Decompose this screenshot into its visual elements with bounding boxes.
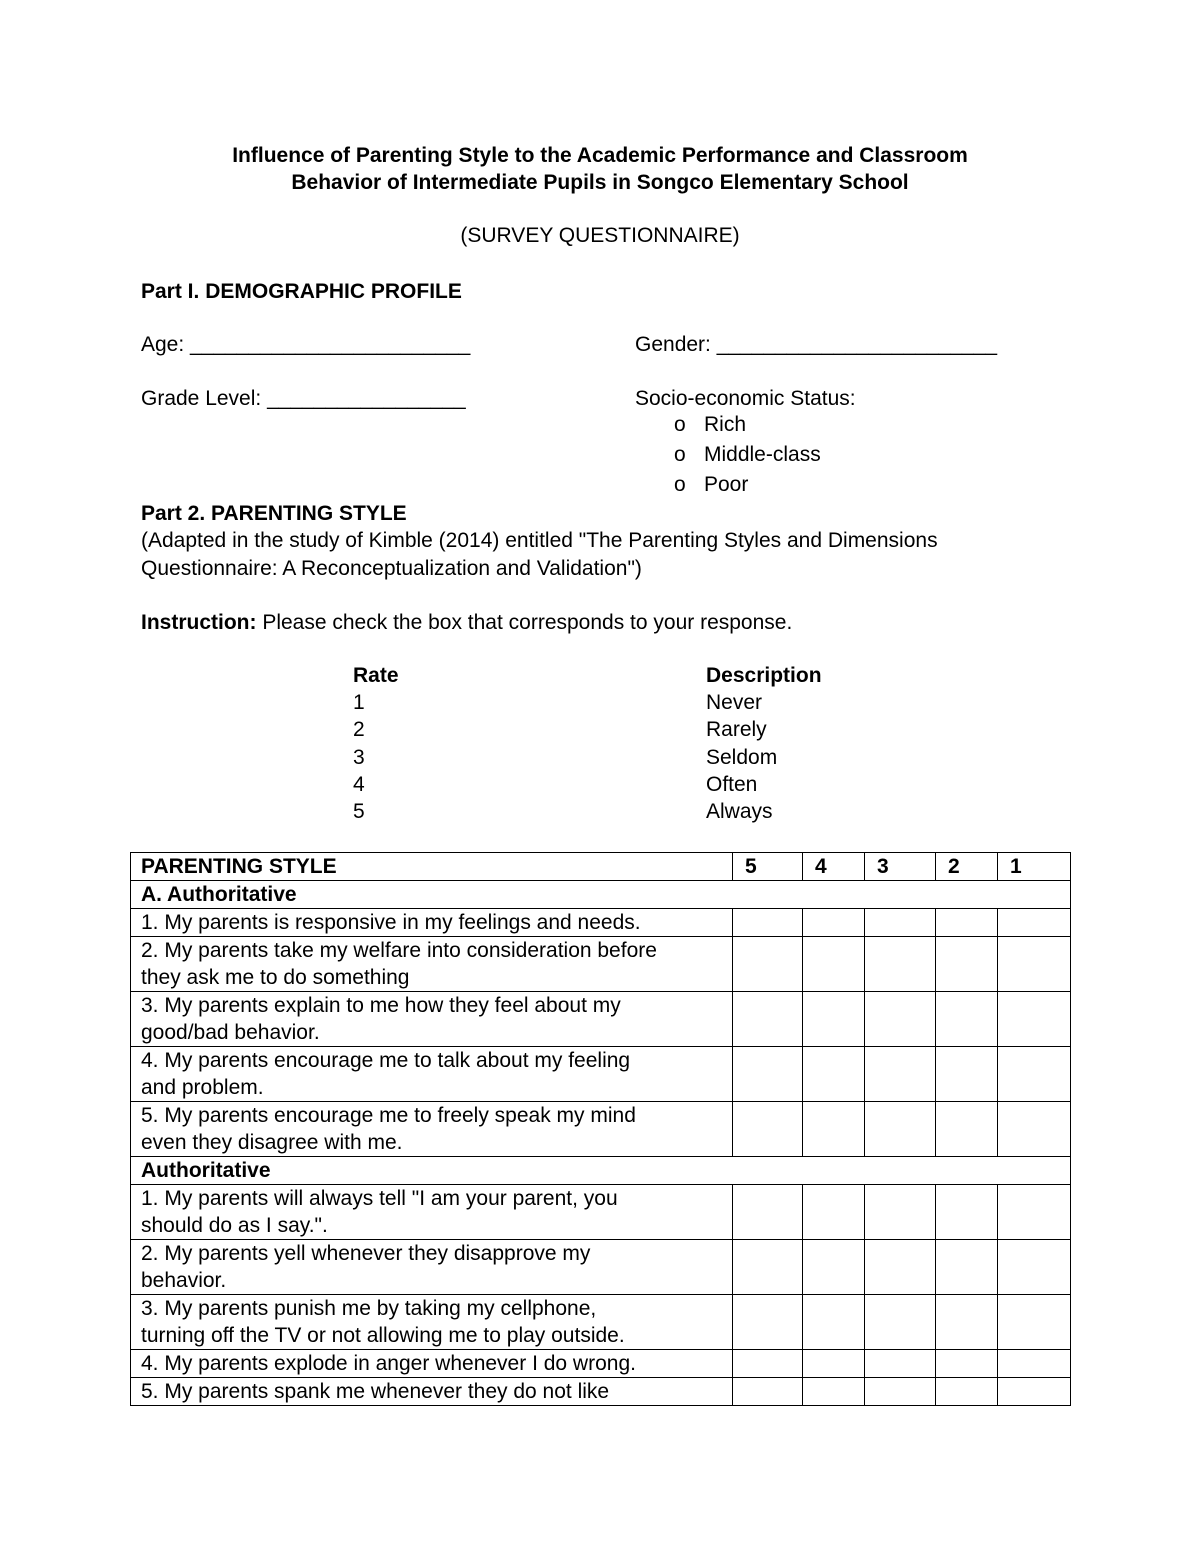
- rating-checkbox-cell[interactable]: [803, 1240, 865, 1295]
- rating-checkbox-cell[interactable]: [998, 1102, 1071, 1157]
- table-row: [131, 1102, 1071, 1157]
- header-cell: 4: [803, 853, 865, 881]
- statement-line: good/bad behavior.: [141, 1021, 320, 1044]
- rating-checkbox-cell[interactable]: [865, 1378, 936, 1406]
- rating-checkbox-cell[interactable]: [733, 1378, 803, 1406]
- statement-line: they ask me to do something: [141, 966, 410, 989]
- rating-checkbox-cell[interactable]: [733, 937, 803, 992]
- title-line-2: Behavior of Intermediate Pupils in Songco Elementary School: [291, 171, 909, 194]
- rating-checkbox-cell[interactable]: [803, 992, 865, 1047]
- table-row: [131, 1295, 1071, 1350]
- rating-checkbox-cell[interactable]: [998, 992, 1071, 1047]
- rate-header: Rate: [353, 664, 399, 687]
- description-value: Rarely: [706, 718, 767, 742]
- rating-checkbox-cell[interactable]: [998, 909, 1071, 937]
- part2-heading: Part 2. PARENTING STYLE: [141, 502, 407, 525]
- parenting-style-table: [130, 852, 1071, 1406]
- rating-checkbox-cell[interactable]: [936, 992, 998, 1047]
- header-cell: 5: [733, 853, 803, 881]
- rate-column: [353, 662, 399, 825]
- subtitle: (SURVEY QUESTIONNAIRE): [460, 224, 740, 247]
- rating-checkbox-cell[interactable]: [733, 909, 803, 937]
- statement-line: 2. My parents take my welfare into consideration before: [141, 939, 657, 962]
- instruction-label: Instruction:: [141, 611, 257, 634]
- rating-checkbox-cell[interactable]: [998, 1240, 1071, 1295]
- statement-line: 2. My parents yell whenever they disapprove my: [141, 1242, 591, 1265]
- header-cell: 3: [865, 853, 936, 881]
- statement-line: 5. My parents encourage me to freely speak my mind: [141, 1104, 636, 1127]
- table-row: [131, 937, 1071, 992]
- section-heading: A. Authoritative: [131, 881, 1071, 909]
- circle-bullet-icon: o: [674, 473, 686, 496]
- statement-line: 3. My parents explain to me how they feel about my: [141, 994, 621, 1017]
- statement-line: 3. My parents punish me by taking my cellphone,: [141, 1297, 597, 1320]
- rating-checkbox-cell[interactable]: [803, 1295, 865, 1350]
- statement-cell: [131, 992, 733, 1047]
- rating-checkbox-cell[interactable]: [803, 1350, 865, 1378]
- description-header: Description: [706, 664, 822, 687]
- rate-value: 1: [353, 691, 365, 715]
- rating-checkbox-cell[interactable]: [803, 1185, 865, 1240]
- description-value: Seldom: [706, 745, 778, 769]
- rating-checkbox-cell[interactable]: [803, 937, 865, 992]
- header-cell: PARENTING STYLE: [131, 853, 733, 881]
- statement-cell: [131, 1295, 733, 1350]
- table-row: [131, 1185, 1071, 1240]
- section-heading: Authoritative: [131, 1157, 1071, 1185]
- statement-line: and problem.: [141, 1076, 264, 1099]
- header-cell: 1: [998, 853, 1071, 881]
- table-row: [131, 992, 1071, 1047]
- document-title: [0, 142, 1200, 196]
- rating-checkbox-cell[interactable]: [998, 1350, 1071, 1378]
- statement-line: even they disagree with me.: [141, 1131, 403, 1154]
- rating-checkbox-cell[interactable]: [865, 1350, 936, 1378]
- instruction: [141, 609, 792, 637]
- ses-label: Socio-economic Status:: [635, 387, 856, 410]
- statement-line: turning off the TV or not allowing me to play outside.: [141, 1324, 625, 1347]
- grade-level-field[interactable]: Grade Level: _________________: [141, 387, 466, 410]
- rating-checkbox-cell[interactable]: [936, 1047, 998, 1102]
- statement-line: 4. My parents encourage me to talk about my feeling: [141, 1049, 631, 1072]
- statement-cell: [131, 1240, 733, 1295]
- rating-checkbox-cell[interactable]: [998, 1185, 1071, 1240]
- table-header-row: [131, 853, 1071, 881]
- circle-bullet-icon: o: [674, 443, 686, 466]
- rating-checkbox-cell[interactable]: [936, 1102, 998, 1157]
- ses-option-rich[interactable]: o Rich: [674, 410, 821, 440]
- section-row: [131, 1157, 1071, 1185]
- rating-checkbox-cell[interactable]: [733, 1350, 803, 1378]
- rating-checkbox-cell[interactable]: [733, 1047, 803, 1102]
- description-value: Always: [706, 799, 773, 823]
- rating-checkbox-cell[interactable]: [733, 1240, 803, 1295]
- statement-line: behavior.: [141, 1269, 227, 1292]
- statement-cell: [131, 1047, 733, 1102]
- table-row: [131, 1350, 1071, 1378]
- adapted-line-2: Questionnaire: A Reconceptualization and Validation"): [141, 557, 642, 580]
- rating-checkbox-cell[interactable]: [998, 1378, 1071, 1406]
- rating-checkbox-cell[interactable]: [733, 1102, 803, 1157]
- rating-checkbox-cell[interactable]: [865, 909, 936, 937]
- rating-checkbox-cell[interactable]: [998, 937, 1071, 992]
- header-cell: 2: [936, 853, 998, 881]
- table-row: [131, 1378, 1071, 1406]
- ses-option-poor[interactable]: o Poor: [674, 470, 821, 500]
- rating-checkbox-cell[interactable]: [936, 1378, 998, 1406]
- part1-heading: Part I. DEMOGRAPHIC PROFILE: [141, 280, 462, 303]
- rating-checkbox-cell[interactable]: [998, 1047, 1071, 1102]
- rating-checkbox-cell[interactable]: [733, 992, 803, 1047]
- rating-checkbox-cell[interactable]: [803, 1378, 865, 1406]
- ses-option-middle-class[interactable]: o Middle-class: [674, 440, 821, 470]
- table-row: [131, 1240, 1071, 1295]
- statement-line: 1. My parents is responsive in my feelings and needs.: [141, 911, 641, 934]
- rating-checkbox-cell[interactable]: [803, 1102, 865, 1157]
- rating-checkbox-cell[interactable]: [936, 909, 998, 937]
- circle-bullet-icon: o: [674, 413, 686, 436]
- rate-value: 5: [353, 799, 365, 823]
- rating-checkbox-cell[interactable]: [803, 1047, 865, 1102]
- statement-cell: [131, 1185, 733, 1240]
- rating-checkbox-cell[interactable]: [865, 1240, 936, 1295]
- statement-line: 4. My parents explode in anger whenever I do wrong.: [141, 1352, 636, 1375]
- rating-checkbox-cell[interactable]: [865, 1295, 936, 1350]
- rating-checkbox-cell[interactable]: [733, 1295, 803, 1350]
- rating-checkbox-cell[interactable]: [936, 1240, 998, 1295]
- rating-checkbox-cell[interactable]: [865, 1047, 936, 1102]
- statement-cell: [131, 1350, 733, 1378]
- description-value: Never: [706, 691, 763, 715]
- statement-line: 5. My parents spank me whenever they do not like: [141, 1380, 610, 1403]
- instruction-text: Please check the box that corresponds to your response.: [256, 611, 793, 634]
- adapted-line-1: (Adapted in the study of Kimble (2014) entitled "The Parenting Styles and Dimensions: [141, 529, 938, 552]
- gender-field[interactable]: Gender: ________________________: [635, 333, 998, 356]
- description-column: [706, 662, 822, 825]
- statement-cell: [131, 1378, 733, 1406]
- statement-cell: [131, 937, 733, 992]
- rating-checkbox-cell[interactable]: [865, 992, 936, 1047]
- statement-cell: [131, 1102, 733, 1157]
- rating-checkbox-cell[interactable]: [733, 1185, 803, 1240]
- age-field[interactable]: Age: ________________________: [141, 333, 471, 356]
- table-row: [131, 909, 1071, 937]
- rating-checkbox-cell[interactable]: [936, 937, 998, 992]
- rate-value: 3: [353, 745, 365, 769]
- title-line-1: Influence of Parenting Style to the Academic Performance and Classroom: [232, 144, 968, 167]
- rate-value: 4: [353, 772, 365, 796]
- rating-checkbox-cell[interactable]: [936, 1295, 998, 1350]
- ses-options: [674, 410, 821, 500]
- rating-checkbox-cell[interactable]: [865, 1185, 936, 1240]
- statement-cell: [131, 909, 733, 937]
- statement-line: should do as I say.".: [141, 1214, 328, 1237]
- statement-line: 1. My parents will always tell "I am your parent, you: [141, 1187, 618, 1210]
- rating-checkbox-cell[interactable]: [998, 1295, 1071, 1350]
- rating-checkbox-cell[interactable]: [865, 1102, 936, 1157]
- table-row: [131, 1047, 1071, 1102]
- rating-checkbox-cell[interactable]: [865, 937, 936, 992]
- section-row: [131, 881, 1071, 909]
- rating-checkbox-cell[interactable]: [936, 1350, 998, 1378]
- rate-value: 2: [353, 718, 365, 742]
- description-value: Often: [706, 772, 758, 796]
- rating-checkbox-cell[interactable]: [936, 1185, 998, 1240]
- rating-checkbox-cell[interactable]: [803, 909, 865, 937]
